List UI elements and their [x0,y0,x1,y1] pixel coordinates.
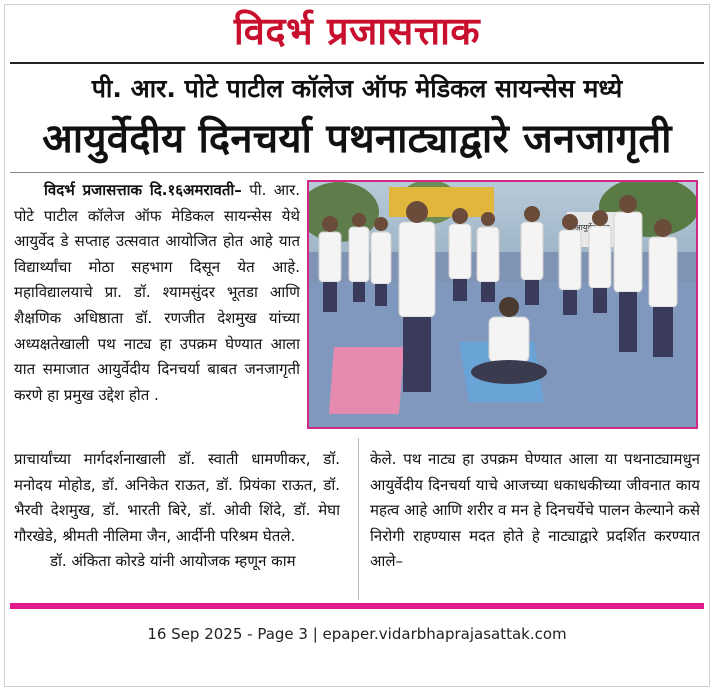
column-divider [358,438,359,600]
article-column-1 [14,178,300,440]
newspaper-masthead: विदर्भ प्रजासत्ताक [233,9,481,53]
headline-divider [10,172,704,173]
article-column-1-continued [14,447,340,603]
street-play-photo [309,182,696,427]
article-subheadline: पी. आर. पोटे पाटील कॉलेज ऑफ मेडिकल सायन्सेस मध्ये [91,74,623,103]
article-paragraph-2: प्राचार्यांच्या मार्गदर्शनाखाली डॉ. स्वाती धामणीकर, डॉ. मनोदय मोहोड, डॉ. अनिकेत राऊत, डॉ. प्रियंका राऊत, डॉ. भैरवी देशमुख, डॉ. भारती बिरे, डॉ. ओवी शिंदे, डॉ. मेघा गौरखेडे, श्रीमती नीलिमा जैन, आर्दीनी परिश्रम घेतले. [14,450,340,545]
accent-bar [10,603,704,609]
article-photo [307,180,698,429]
masthead-divider [10,62,704,64]
article-paragraph-4: केले. पथ नाट्य हा उपक्रम घेण्यात आला या पथनाट्यामधुन आयुर्वेदीय दिनचर्या याचे आजच्या धकाधकीच्या जीवनात काय महत्व आहे आणि शरीर व मन हे दिनचर्येचे पालन केल्याने कसे निरोगी राहण्यास मदत होते हे नाट्याद्वारे प्रदर्शित करण्यात आले– [370,450,700,571]
bus-shape [389,187,494,217]
page-footer: 16 Sep 2025 - Page 3 | epaper.vidarbhaprajasattak.com [147,625,567,643]
article-paragraph-3: डॉ. अंकिता कोरडे यांनी आयोजक म्हणून काम [50,552,296,571]
article-byline: विदर्भ प्रजासत्ताक दि.१६अमरावती– [44,181,242,199]
article-headline: आयुर्वेदीय दिनचर्या पथनाट्याद्वारे जनजागृती [42,116,672,162]
photo-banner: आयुर्वेद [574,223,597,232]
article-column-2 [370,447,700,603]
article-paragraph-1: पी. आर. पोटे पाटील कॉलेज ऑफ मेडिकल सायन्सेस येथे आयुर्वेद डे सप्ताह उत्सवात आयोजित होत आहे यात विद्यार्थ्यांचा मोठा सहभाग दिसून येत आहे. महाविद्यालयाचे प्रा. डॉ. श्यामसुंदर भूतडा आणि शैक्षणिक अधिष्ठाता डॉ. रणजीत देशमुख यांच्या अध्यक्षतेखाली पथ नाट्य हा उपक्रम घेण्यात आला यात समाजात आयुर्वेदीय दिनचर्या बाबत जनजागृती करणे हा प्रमुख उद्देश होत . [14,181,300,404]
